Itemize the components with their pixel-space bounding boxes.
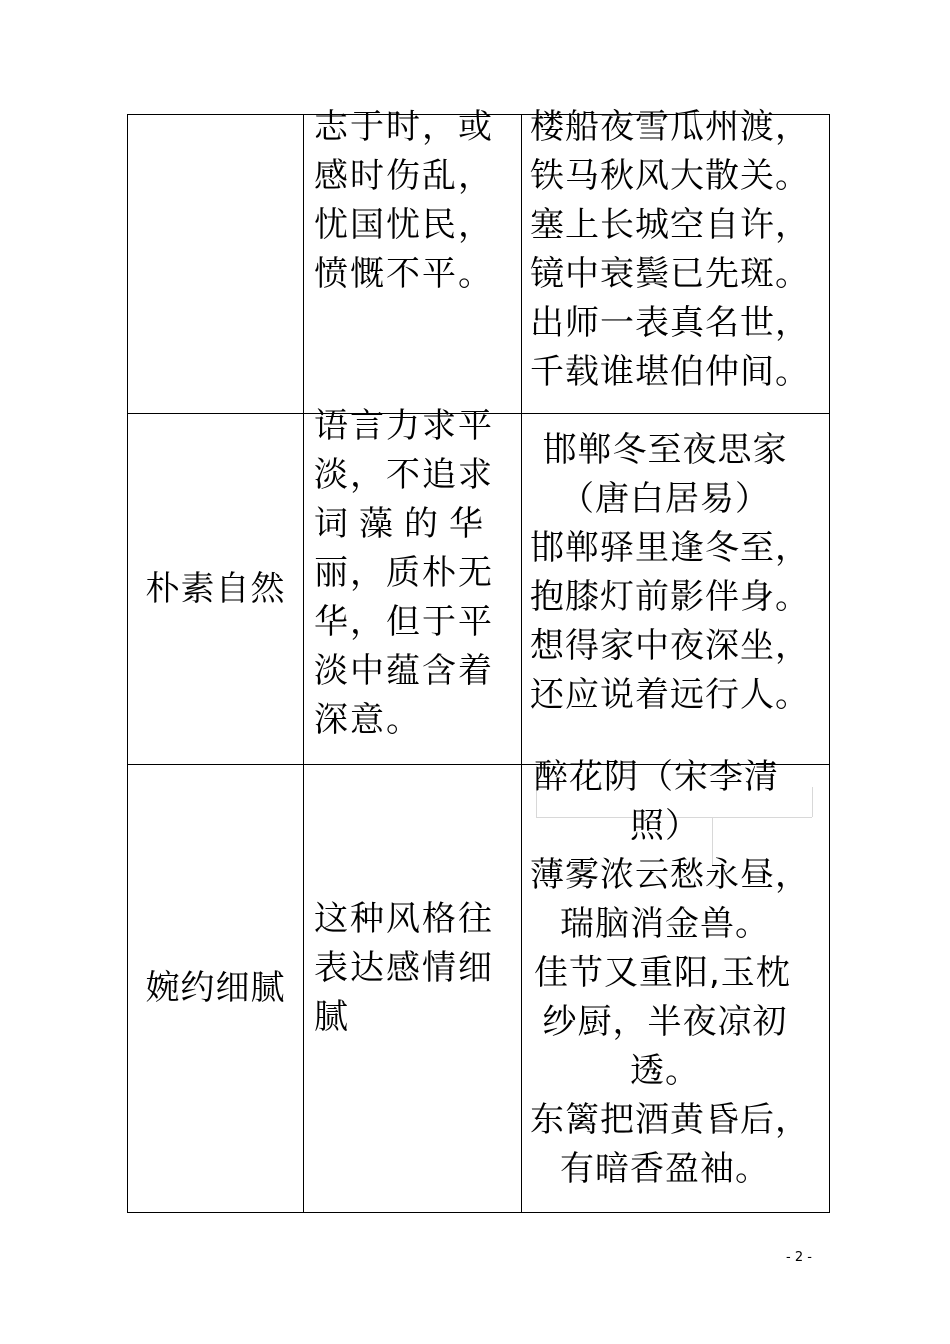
poem-line: 东篱把酒黄昏后， bbox=[530, 1100, 810, 1140]
description-line: 词藻的华 bbox=[314, 504, 494, 544]
description-line: 忧国忧民， bbox=[314, 205, 494, 245]
poem-line: 镜中衰鬓已先斑。 bbox=[530, 254, 810, 294]
style-name-cell bbox=[128, 414, 304, 765]
poem-text bbox=[522, 103, 810, 397]
poem-title-continued: 照） bbox=[630, 806, 700, 846]
faint-table-line bbox=[812, 787, 813, 817]
poetry-style-table bbox=[127, 107, 830, 1213]
poem-line: 瑞脑消金兽。 bbox=[560, 904, 770, 944]
description-line: 这种风格往 bbox=[314, 899, 494, 939]
description-cell bbox=[304, 406, 522, 765]
poem-line: 透。 bbox=[630, 1051, 700, 1091]
style-name-cell bbox=[128, 115, 304, 414]
description-line: 表达感情细 bbox=[314, 948, 494, 988]
style-name-cell bbox=[128, 765, 304, 1213]
poem-author: （唐白居易） bbox=[560, 479, 770, 519]
poem-title: 邯郸冬至夜思家 bbox=[542, 430, 788, 470]
style-name: 朴素自然 bbox=[145, 568, 286, 609]
poem-cell bbox=[522, 107, 830, 414]
description-line: 丽，质朴无 bbox=[314, 553, 494, 593]
poem-line: 佳节又重阳,玉枕 bbox=[534, 953, 791, 993]
description-line: 深意。 bbox=[314, 700, 422, 740]
page-number: - 2 - bbox=[786, 1250, 812, 1265]
poem-line: 有暗香盈袖。 bbox=[560, 1149, 770, 1189]
description-line: 语言力求平 bbox=[314, 406, 494, 446]
poem-line: 楼船夜雪瓜州渡， bbox=[530, 107, 810, 147]
poem-text bbox=[522, 753, 810, 1194]
poem-line: 出师一表真名世， bbox=[530, 303, 810, 343]
description-line: 淡，不追求 bbox=[314, 455, 494, 495]
table-row bbox=[128, 115, 830, 414]
description-line: 淡中蕴含着 bbox=[314, 651, 494, 691]
poem-text bbox=[522, 426, 810, 720]
description-line: 愤慨不平。 bbox=[314, 254, 494, 294]
poem-title: 醉花阴（宋李清 bbox=[534, 757, 779, 797]
description-line: 志于时，或 bbox=[314, 107, 494, 147]
poem-line: 塞上长城空自许， bbox=[530, 205, 810, 245]
poem-line: 邯郸驿里逢冬至， bbox=[530, 528, 810, 568]
description-line: 华，但于平 bbox=[314, 602, 494, 642]
table-row bbox=[128, 414, 830, 765]
poem-cell bbox=[522, 757, 830, 1213]
poem-line: 想得家中夜深坐， bbox=[530, 626, 810, 666]
poem-line: 纱厨，半夜凉初 bbox=[542, 1002, 788, 1042]
poem-line: 铁马秋风大散关。 bbox=[530, 156, 810, 196]
style-name: 婉约细腻 bbox=[145, 968, 286, 1008]
poem-line: 还应说着远行人。 bbox=[530, 675, 810, 715]
table-row bbox=[128, 765, 830, 1213]
poem-cell bbox=[522, 414, 830, 765]
poem-line: 薄雾浓云愁永昼， bbox=[530, 855, 810, 895]
description-line: 腻 bbox=[314, 997, 350, 1037]
description-cell bbox=[304, 765, 522, 1213]
description-text bbox=[304, 402, 494, 745]
description-text bbox=[304, 103, 494, 299]
description-cell bbox=[304, 107, 522, 414]
poem-line: 抱膝灯前影伴身。 bbox=[530, 577, 810, 617]
description-line: 感时伤乱， bbox=[314, 156, 494, 196]
poem-line: 千载谁堪伯仲间。 bbox=[530, 352, 810, 392]
description-text bbox=[304, 895, 521, 1042]
